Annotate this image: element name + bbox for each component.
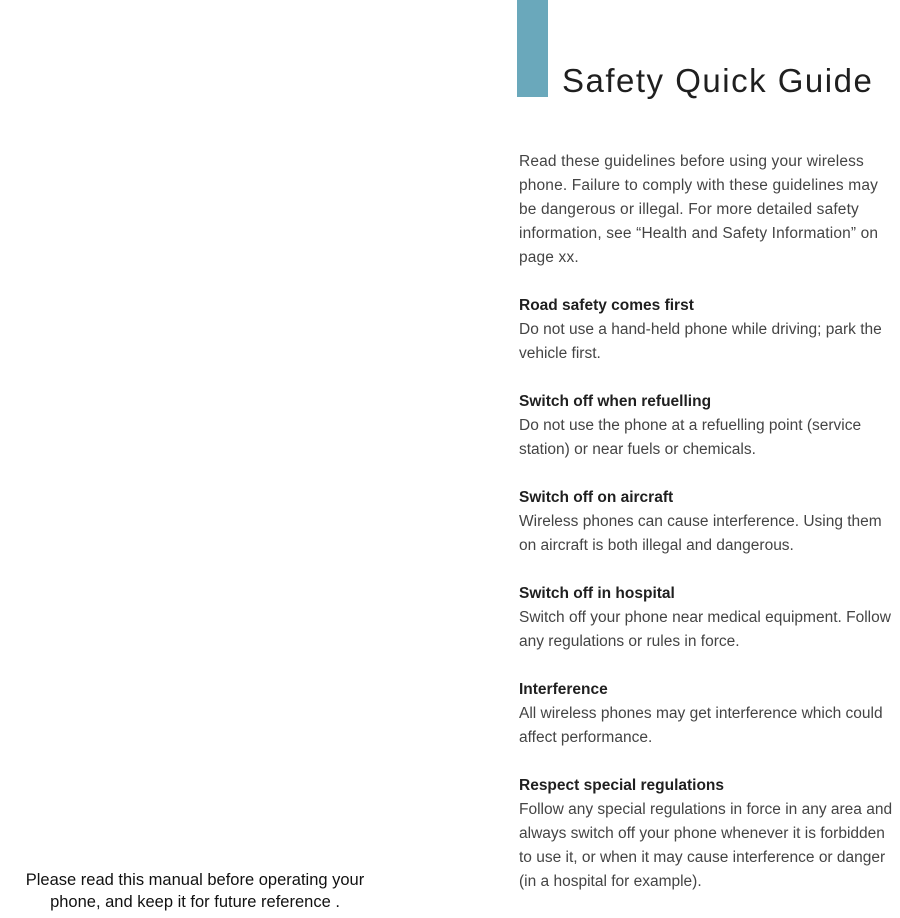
section-hospital [519,582,900,654]
section-heading: Switch off in hospital [519,585,675,602]
section-special-regulations [519,774,900,894]
section-heading: Road safety comes first [519,297,694,314]
section-road-safety [519,294,900,366]
section-body: Do not use the phone at a refuelling point (service station) or near fuels or chemicals. [519,417,862,458]
guide-content [519,150,900,918]
section-heading: Switch off on aircraft [519,489,674,506]
title-accent-bar [517,0,548,97]
footer-note: Please read this manual before operating your phone, and keep it for future reference . [25,871,365,911]
section-body: Follow any special regulations in force in any area and always switch off your phone whenever it is forbidden to use it, or when it may cause interference or danger (in a hospital for example). [519,801,893,890]
section-heading: Switch off when refuelling [519,393,712,410]
section-heading: Respect special regulations [519,777,725,794]
section-aircraft [519,486,900,558]
section-body: Switch off your phone near medical equipment. Follow any regulations or rules in force. [519,609,891,650]
section-heading: Interference [519,681,608,698]
section-refuelling [519,390,900,462]
section-interference [519,678,900,750]
section-body: Do not use a hand-held phone while driving; park the vehicle first. [519,321,882,362]
page-title: Safety Quick Guide [562,62,874,99]
section-body: Wireless phones can cause interference. Using them on aircraft is both illegal and dangerous. [519,513,882,554]
intro-paragraph: Read these guidelines before using your wireless phone. Failure to comply with these guidelines may be dangerous or illegal. For more detailed safety information, see “Health and Safety Information” on page xx. [519,153,879,266]
section-body: All wireless phones may get interference which could affect performance. [519,705,883,746]
